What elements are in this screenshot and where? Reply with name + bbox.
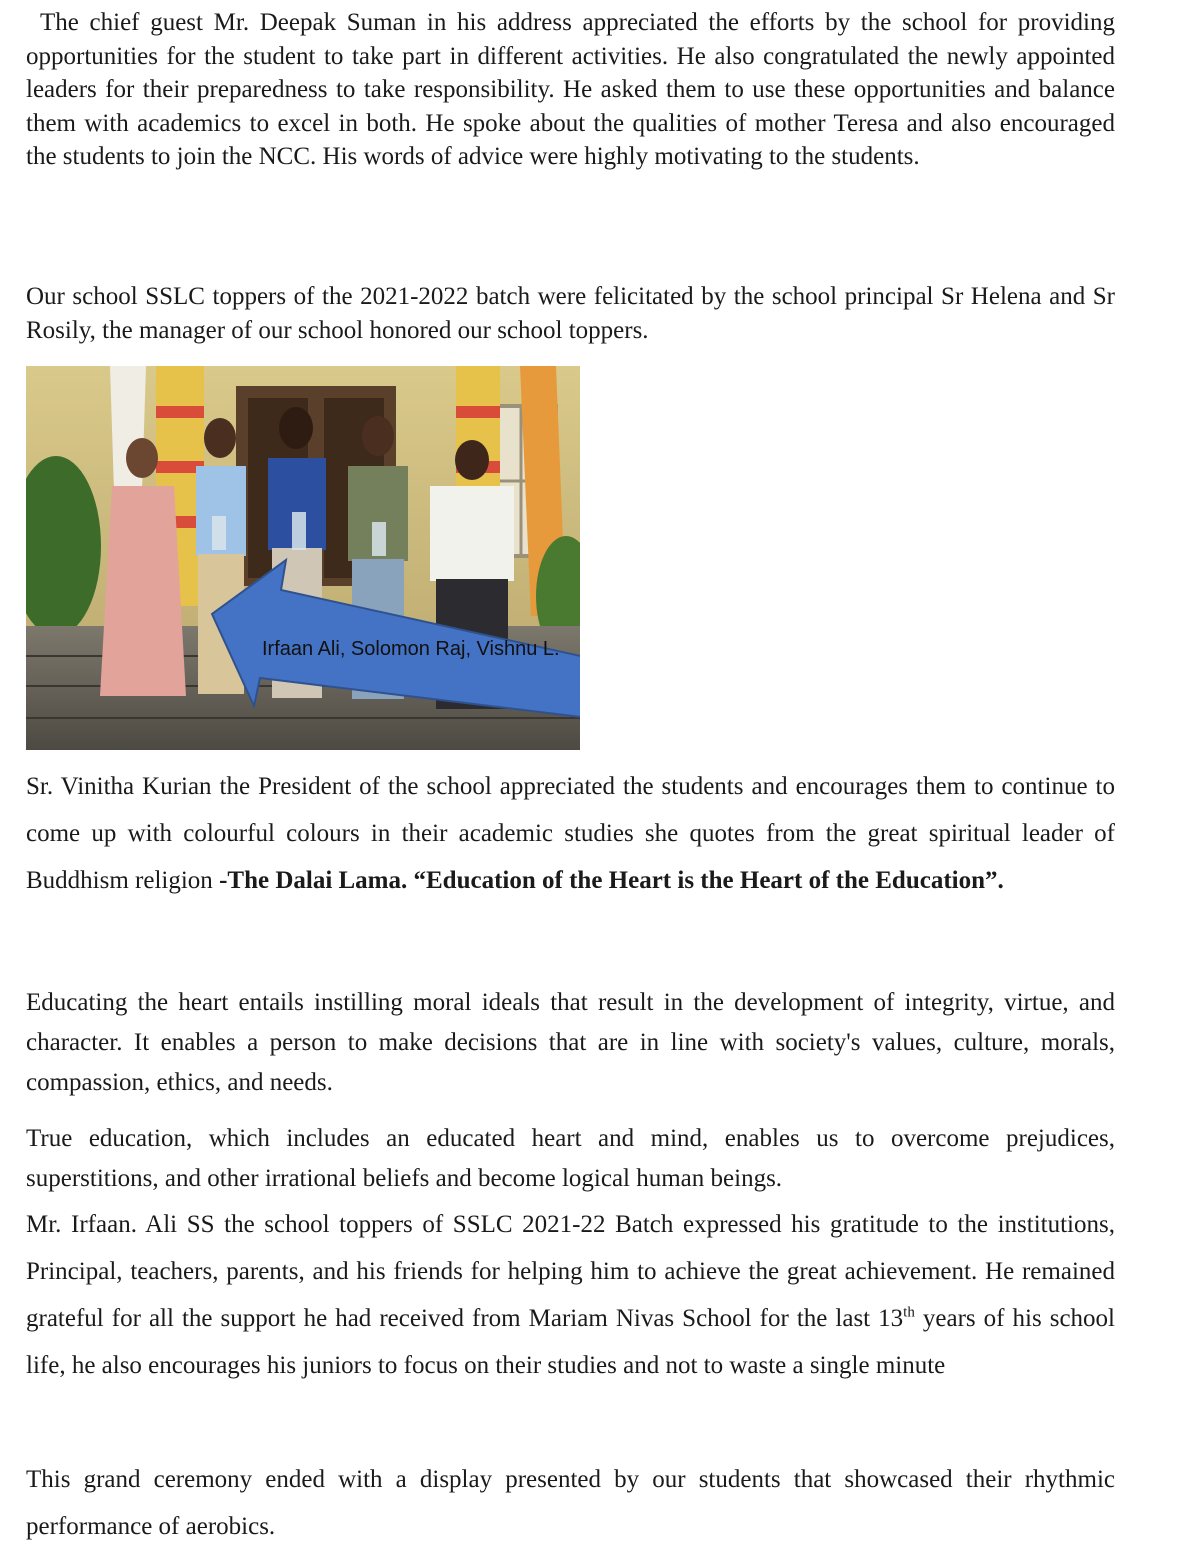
topper-gratitude-text-end: years of his school life, he also encourages his juniors to focus on their studies and not to waste a single minute xyxy=(26,1305,1115,1379)
photo-caption: Irfaan Ali, Solomon Raj, Vishnu L. xyxy=(262,638,560,660)
ordinal-superscript: th xyxy=(903,1304,915,1321)
president-text: Sr. Vinitha Kurian the President of the school appreciated the students and encourages them to continue to come up with colourful colours in their academic studies she quotes from the great spiritual leader of Buddhism religion xyxy=(26,773,1115,894)
felicitation-photo-illustration xyxy=(26,366,580,750)
true-education-paragraph: True education, which includes an educated heart and mind, enables us to overcome prejudices, superstitions, and other irrational beliefs and become logical human beings. xyxy=(26,1125,1115,1192)
dalai-lama-quote: -The Dalai Lama. “Education of the Heart is the Heart of the Education”. xyxy=(219,867,1004,894)
topper-gratitude-text: Mr. Irfaan. Ali SS the school toppers of SSLC 2021-22 Batch expressed his gratitude to the institutions, Principal, teachers, parents, and his friends for helping him to achieve the great achievement. He remained grateful for all the support he had received from Mariam Nivas School for the last 13 xyxy=(26,1211,1115,1332)
toppers-photo xyxy=(26,366,580,750)
president-paragraph xyxy=(26,763,1115,904)
closing-paragraph: This grand ceremony ended with a display presented by our students that showcased their rhythmic performance of aerobics. xyxy=(26,1466,1115,1540)
topper-gratitude-paragraph xyxy=(26,1201,1115,1389)
educating-heart-paragraph: Educating the heart entails instilling moral ideals that result in the development of integrity, virtue, and character. It enables a person to make decisions that are in line with society's values, culture, morals, compassion, ethics, and needs. xyxy=(26,989,1115,1096)
toppers-paragraph: Our school SSLC toppers of the 2021-2022 batch were felicitated by the school principal Sr Helena and Sr Rosily, the manager of our school honored our school toppers. xyxy=(26,283,1115,344)
chief-guest-paragraph: The chief guest Mr. Deepak Suman in his address appreciated the efforts by the school for providing opportunities for the student to take part in different activities. He also congratulated the newly appointed leaders for their preparedness to take responsibility. He asked them to use these opportunities and balance them with academics to excel in both. He spoke about the qualities of mother Teresa and also encouraged the students to join the NCC. His words of advice were highly motivating to the students. xyxy=(26,9,1115,171)
